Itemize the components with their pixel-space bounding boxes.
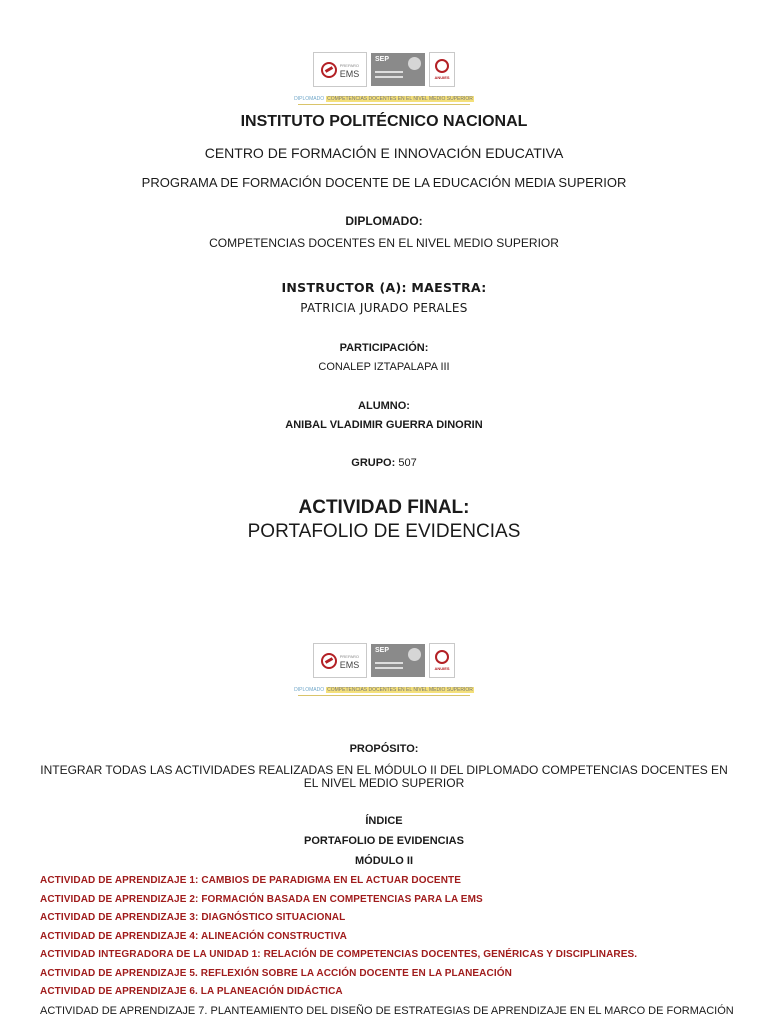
sep-logo-line (375, 71, 403, 73)
index-list (40, 875, 740, 1023)
logo-caption-lead: DIPLOMADO (294, 96, 325, 102)
anuies-ring-icon (435, 650, 449, 664)
anuies-logo-label: ANUIES (434, 75, 450, 80)
index-label: ÍNDICE (365, 815, 403, 827)
anuies-logo-label: ANUIES (434, 666, 450, 671)
logo-caption-highlight: COMPETENCIAS DOCENTES EN EL NIVEL MEDIO SUPERIOR (327, 96, 473, 102)
group-label: GRUPO: (351, 457, 396, 469)
sep-logo-line-2 (375, 76, 403, 78)
index-item-4[interactable]: ACTIVIDAD DE APRENDIZAJE 4: ALINEACIÓN CONSTRUCTIVA (40, 930, 347, 942)
index-item-1[interactable]: ACTIVIDAD DE APRENDIZAJE 1: CAMBIOS DE PARADIGMA EN EL ACTUAR DOCENTE (40, 875, 461, 886)
mexico-seal-icon (408, 57, 421, 70)
index-title: PORTAFOLIO DE EVIDENCIAS (304, 835, 464, 847)
anuies-logo (429, 52, 455, 87)
prepa-ems-logo (313, 643, 367, 678)
sep-logo (371, 53, 425, 86)
group-value: 507 (398, 457, 417, 469)
sep-logo-line (375, 662, 403, 664)
mexico-seal-icon (408, 648, 421, 661)
diplomado-value: COMPETENCIAS DOCENTES EN EL NIVEL MEDIO SUPERIOR (209, 236, 559, 250)
index-item-7[interactable]: ACTIVIDAD DE APRENDIZAJE 6. LA PLANEACIÓN DIDÁCTICA (40, 986, 343, 997)
anuies-ring-icon (435, 59, 449, 73)
prepa-logo-small-text: PREPARO (339, 62, 359, 68)
purpose-line-2: EL NIVEL MEDIO SUPERIOR (303, 776, 465, 790)
prepa-logo-name: EMS (339, 68, 360, 79)
participation-label: PARTICIPACIÓN: (339, 342, 429, 354)
student-label: ALUMNO: (358, 400, 410, 412)
sep-logo-label: SEP (375, 647, 390, 654)
group-line (0, 457, 768, 469)
prepa-logo-small-text: PREPARO (339, 653, 359, 659)
anuies-logo (429, 643, 455, 678)
diplomado-label: DIPLOMADO: (345, 214, 423, 228)
logo-caption (294, 94, 473, 104)
prepa-mark-icon (321, 62, 337, 78)
logo-caption-bar (298, 695, 470, 696)
index-item-5[interactable]: ACTIVIDAD INTEGRADORA DE LA UNIDAD 1: RELACIÓN DE COMPETENCIAS DOCENTES, GENÉRICAS Y DISCIPLINARES. (40, 949, 638, 960)
purpose-line-1: INTEGRAR TODAS LAS ACTIVIDADES REALIZADAS EN EL MÓDULO II DEL DIPLOMADO COMPETENCIAS DOCENTES EN (40, 763, 728, 777)
activity-title: ACTIVIDAD FINAL: (298, 497, 470, 518)
index-item-2[interactable]: ACTIVIDAD DE APRENDIZAJE 2: FORMACIÓN BASADA EN COMPETENCIAS PARA LA EMS (40, 893, 483, 905)
prepa-mark-icon (321, 653, 337, 669)
module-label: MÓDULO II (354, 855, 414, 867)
second-page-logos (0, 643, 768, 696)
prepa-ems-logo (313, 52, 367, 87)
sep-logo-line-2 (375, 667, 403, 669)
index-item-6[interactable]: ACTIVIDAD DE APRENDIZAJE 5. REFLEXIÓN SOBRE LA ACCIÓN DOCENTE EN LA PLANEACIÓN (40, 967, 512, 979)
logo-caption-highlight: COMPETENCIAS DOCENTES EN EL NIVEL MEDIO SUPERIOR (327, 687, 473, 693)
student-value: ANIBAL VLADIMIR GUERRA DINORIN (285, 419, 483, 431)
index-item-8: ACTIVIDAD DE APRENDIZAJE 7. PLANTEAMIENTO DEL DISEÑO DE ESTRATEGIAS DE APRENDIZAJE EN EL MARCO DE FORMACIÓN (40, 1004, 734, 1017)
program-name: PROGRAMA DE FORMACIÓN DOCENTE DE LA EDUCACIÓN MEDIA SUPERIOR (141, 175, 627, 190)
center-name: CENTRO DE FORMACIÓN E INNOVACIÓN EDUCATIVA (204, 145, 564, 161)
purpose-label: PROPÓSITO: (349, 743, 419, 755)
instructor-value: PATRICIA JURADO PERALES (300, 301, 468, 315)
prepa-logo-name: EMS (339, 659, 360, 670)
sep-logo-label: SEP (375, 56, 390, 63)
participation-value: CONALEP IZTAPALAPA III (318, 361, 450, 373)
logo-caption-bar (298, 104, 470, 105)
activity-subtitle: PORTAFOLIO DE EVIDENCIAS (247, 521, 521, 542)
institution-title: INSTITUTO POLITÉCNICO NACIONAL (240, 113, 528, 130)
instructor-label: INSTRUCTOR (A): MAESTRA: (281, 280, 487, 295)
header-logos (0, 52, 768, 105)
sep-logo (371, 644, 425, 677)
logo-caption (294, 685, 473, 695)
logo-caption-lead: DIPLOMADO (294, 687, 325, 693)
index-item-3[interactable]: ACTIVIDAD DE APRENDIZAJE 3: DIAGNÓSTICO SITUACIONAL (40, 912, 346, 923)
